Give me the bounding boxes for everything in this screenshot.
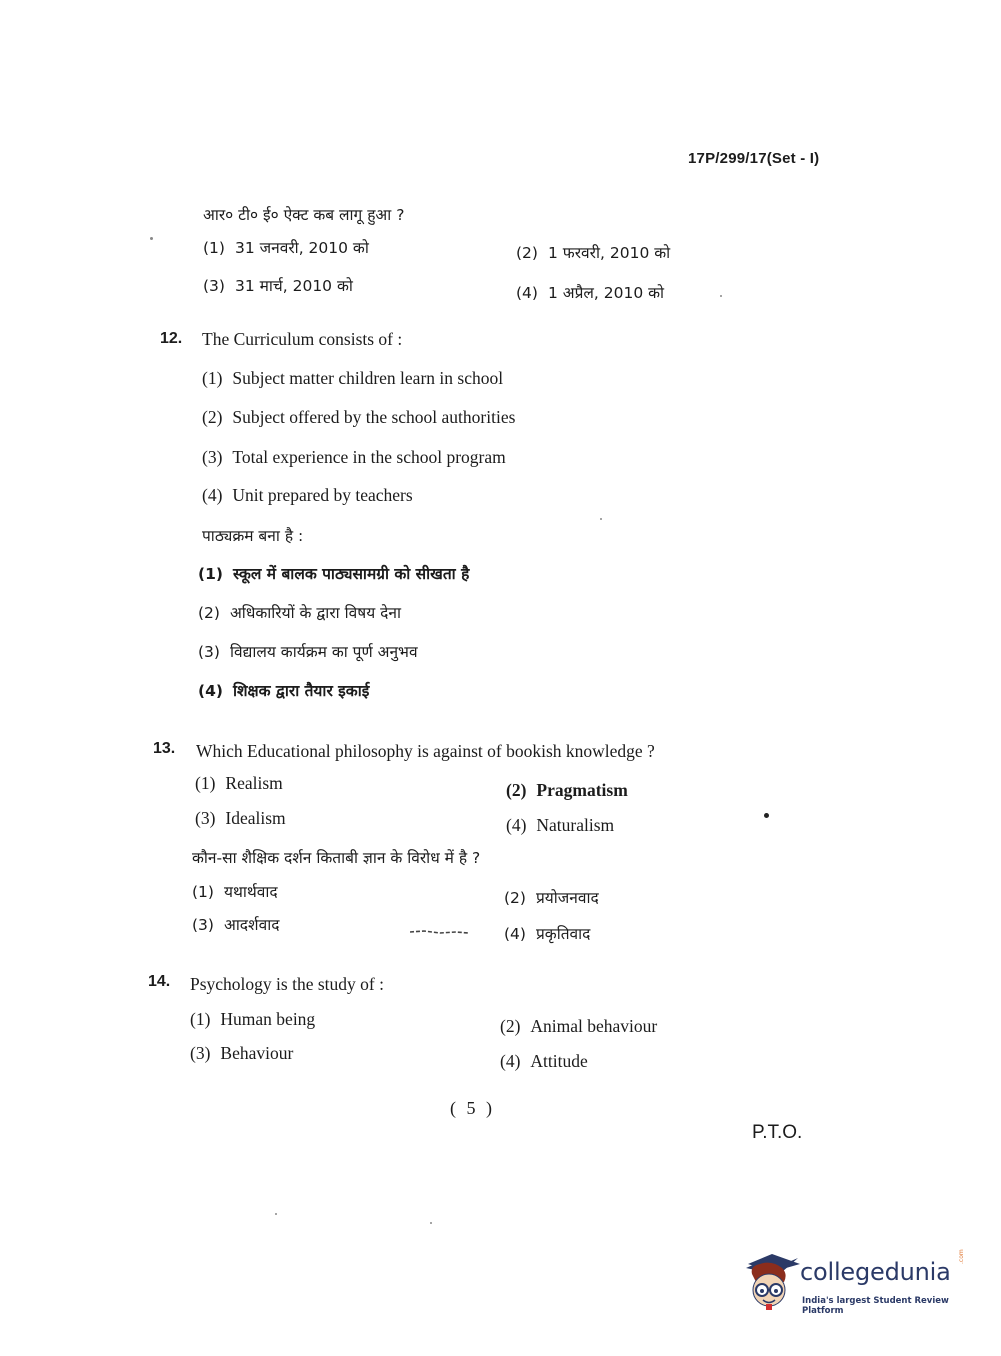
collegedunia-brand: collegedunia <box>800 1258 951 1286</box>
q14-option-en-4: (4) Attitude <box>500 1051 588 1071</box>
q13-option-hi-4: (4) प्रकृतिवाद <box>504 925 591 943</box>
q12-option-en-3: (3) Total experience in the school program <box>202 447 506 467</box>
q14-option-en-2: (2) Animal behaviour <box>500 1016 658 1036</box>
page-number: ( 5 ) <box>450 1098 495 1118</box>
scan-speck <box>720 295 722 297</box>
q13-option-en-3: (3) Idealism <box>195 808 286 828</box>
scan-speck <box>150 237 153 240</box>
q13-number: 13. <box>153 740 176 757</box>
q13-option-hi-3: (3) आदर्शवाद <box>192 916 280 934</box>
q14-number: 14. <box>148 973 171 990</box>
q13-option-hi-1: (1) यथार्थवाद <box>192 883 278 901</box>
q13-option-en-1: (1) Realism <box>195 773 283 793</box>
collegedunia-tagline: India's largest Student Review Platform <box>802 1296 949 1316</box>
q13-question-hi: कौन-सा शैक्षिक दर्शन किताबी ज्ञान के विरोध में है ? <box>192 849 481 867</box>
q14-question-en: Psychology is the study of : <box>190 974 384 994</box>
q13-option-hi-2: (2) प्रयोजनवाद <box>504 889 599 907</box>
paper-code: 17P/299/17(Set - I) <box>688 150 820 167</box>
collegedunia-com: .com <box>958 1249 965 1264</box>
q12-option-hi-2: (2) अधिकारियों के द्वारा विषय देना <box>198 604 401 622</box>
collegedunia-watermark <box>742 1250 972 1320</box>
q12-option-en-1: (1) Subject matter children learn in school <box>202 368 504 388</box>
q11-option-3: (3) 31 मार्च, 2010 को <box>203 277 353 295</box>
q12-option-en-4: (4) Unit prepared by teachers <box>202 485 413 505</box>
mascot-logo-icon <box>742 1250 800 1314</box>
q11-option-2: (2) 1 फरवरी, 2010 को <box>516 244 671 262</box>
q12-option-en-2: (2) Subject offered by the school authorities <box>202 407 516 427</box>
scan-speck <box>275 1213 277 1215</box>
q12-option-hi-4: (4) शिक्षक द्वारा तैयार इकाई <box>198 682 370 700</box>
q12-question-hi: पाठ्यक्रम बना है : <box>202 527 304 545</box>
scan-speck <box>600 518 602 520</box>
q12-number: 12. <box>160 330 183 347</box>
q12-option-hi-1: (1) स्कूल में बालक पाठ्यसामग्री को सीखता है <box>198 565 470 583</box>
q11-option-1: (1) 31 जनवरी, 2010 को <box>203 239 369 257</box>
q11-question-hi: आर० टी० ई० ऐक्ट कब लागू हुआ ? <box>203 206 405 224</box>
q14-option-en-3: (3) Behaviour <box>190 1043 294 1063</box>
scan-speck <box>764 813 769 818</box>
q13-option-en-4: (4) Naturalism <box>506 815 615 835</box>
q12-option-hi-3: (3) विद्यालय कार्यक्रम का पूर्ण अनुभव <box>198 643 418 661</box>
q11-option-4: (4) 1 अप्रैल, 2010 को <box>516 284 665 302</box>
q14-option-en-1: (1) Human being <box>190 1009 316 1029</box>
q12-question-en: The Curriculum consists of : <box>202 329 403 349</box>
pto-label: P.T.O. <box>752 1122 803 1143</box>
pen-stroke <box>410 922 470 925</box>
scan-speck <box>430 1222 432 1224</box>
q13-option-en-2: (2) Pragmatism <box>506 780 628 800</box>
q13-question-en: Which Educational philosophy is against of bookish knowledge ? <box>196 741 655 761</box>
